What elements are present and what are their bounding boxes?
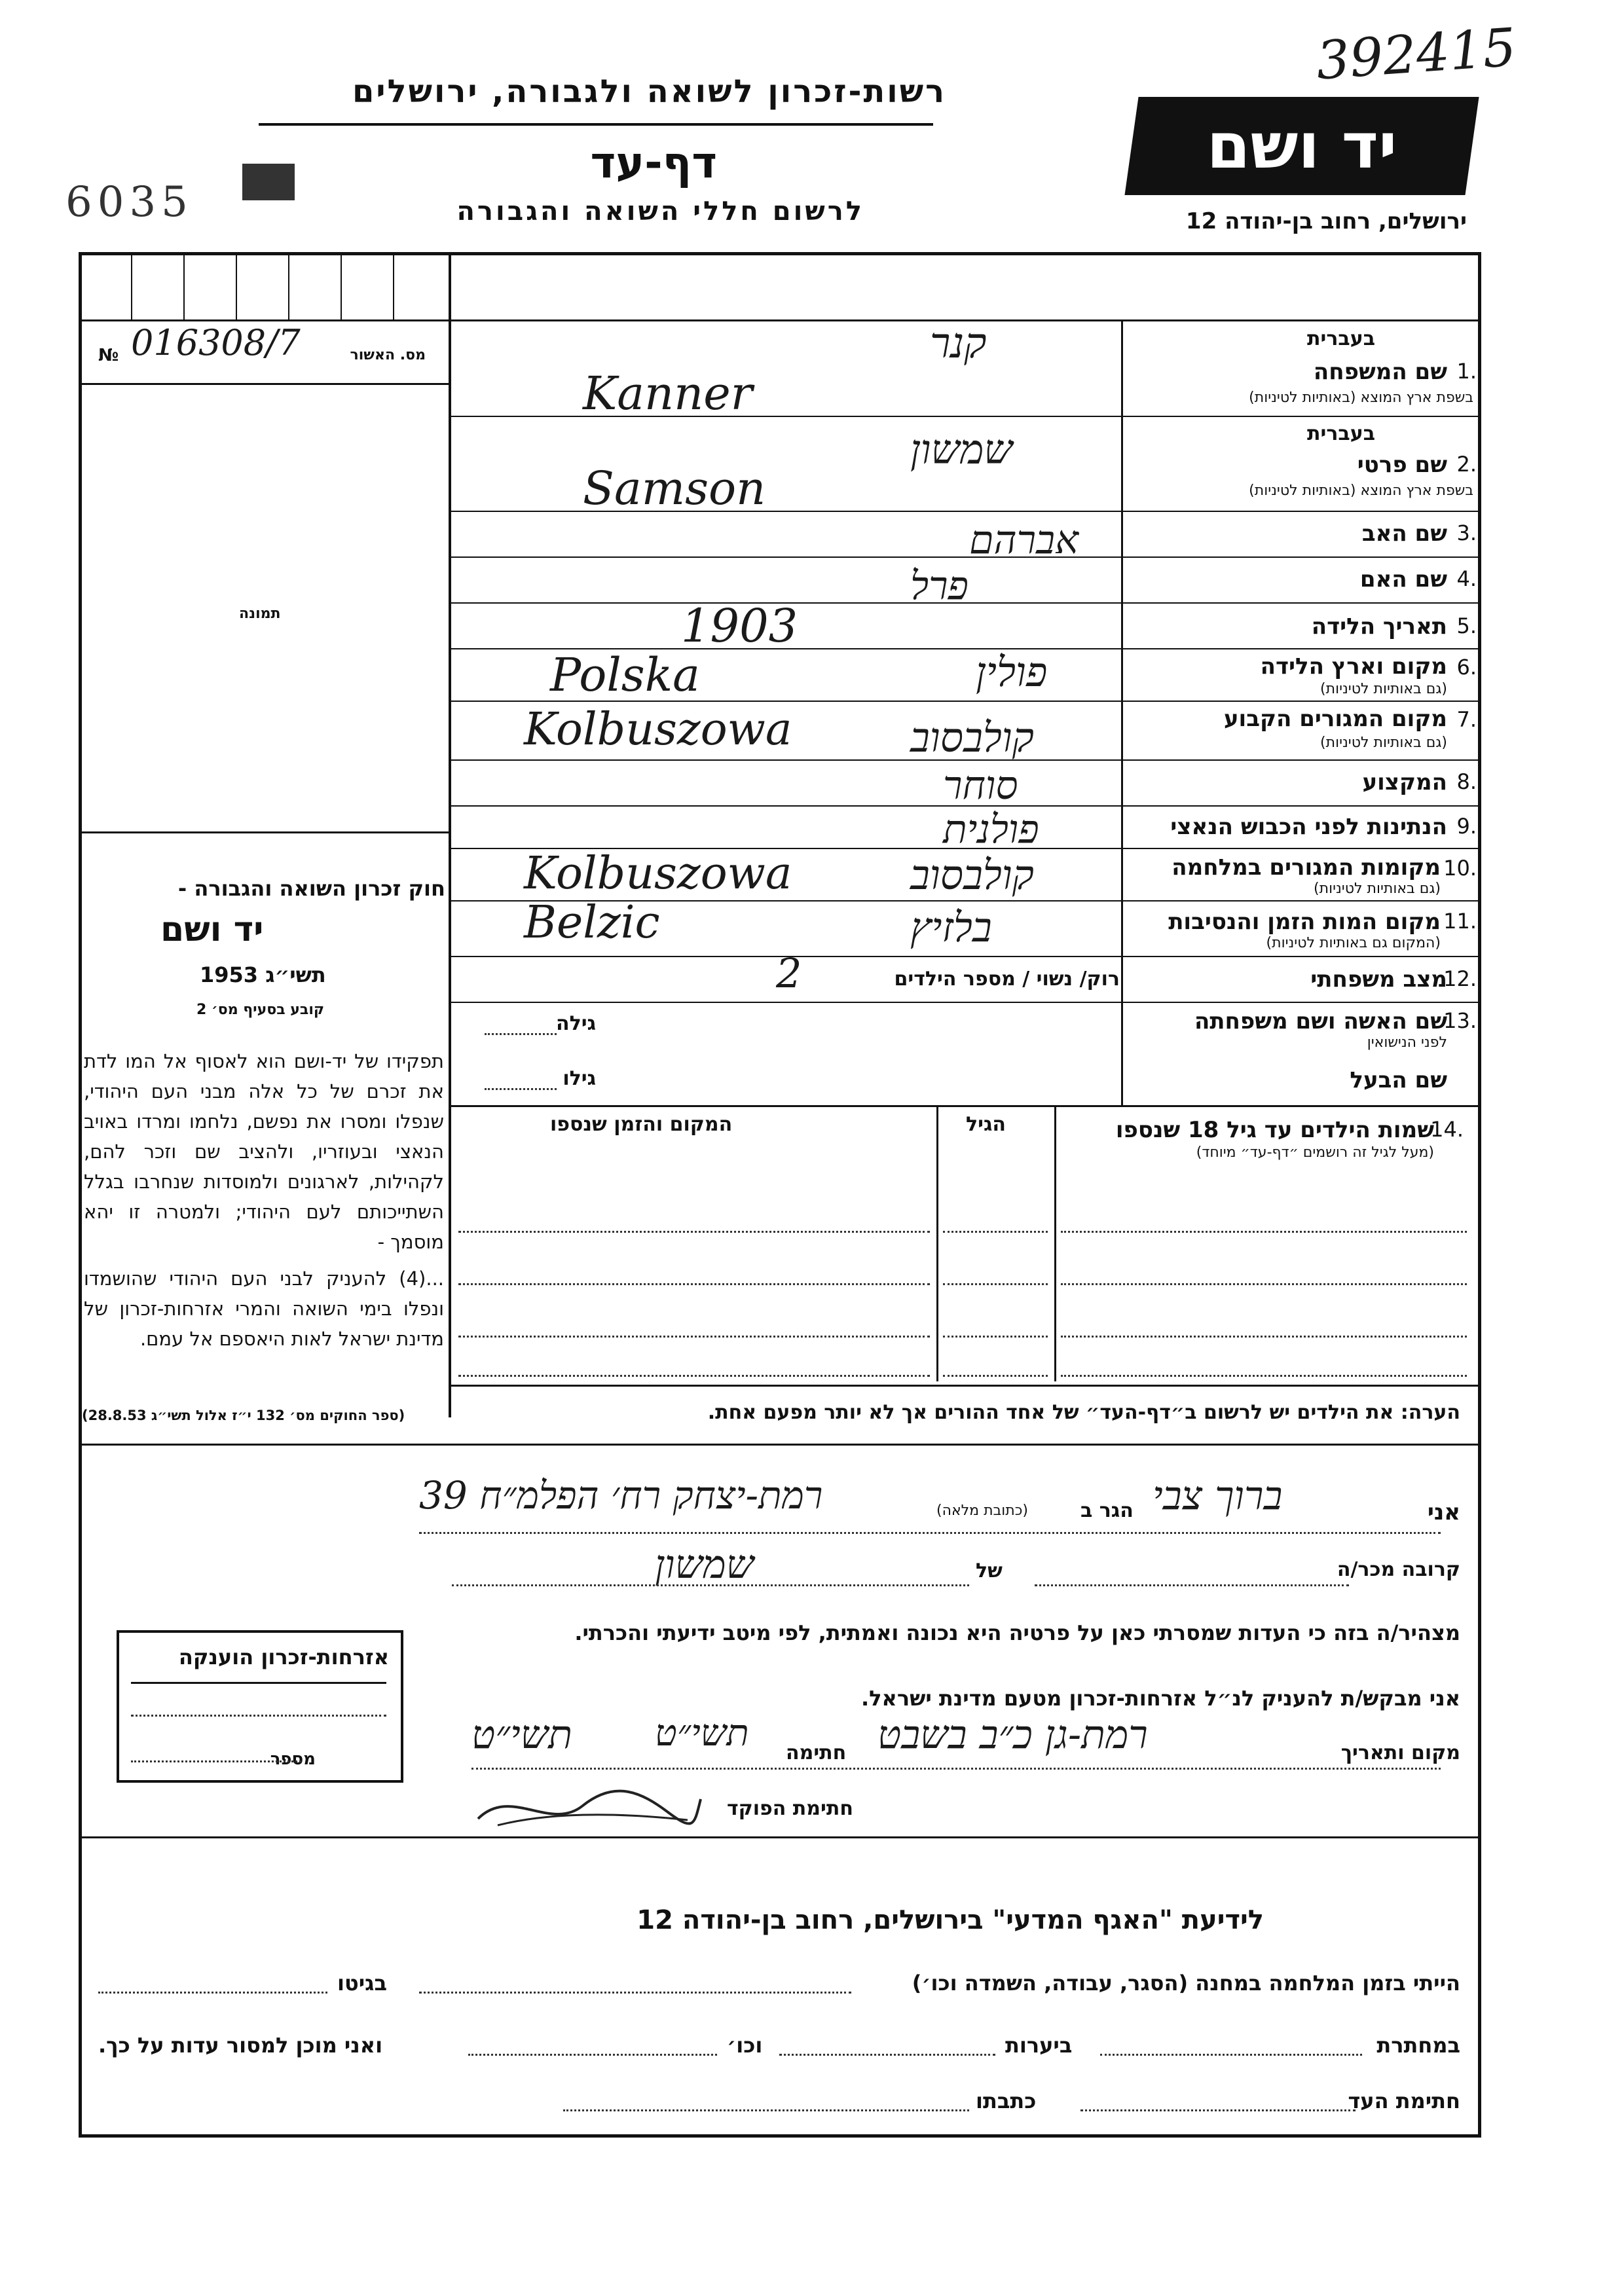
children-col-place: המקום והזמן שנספו (550, 1113, 733, 1136)
decl-request: אני מבקש/ת להעניק לנ״ל אזרחות-זכרון מטעם מדינת ישראל. (861, 1686, 1460, 1711)
row1-value-he: קנר (930, 319, 987, 368)
footer-line2-d: ואני מוכן למסור עדות על כך. (98, 2033, 383, 2058)
row4-value-he: פרל (910, 563, 969, 609)
decl-place-date: רמת-גן כ״ב בשבט (877, 1712, 1148, 1758)
stamp-mark (242, 164, 295, 200)
law-source: (ספר החוקים מס׳ 132 י״ז אלול תשי״ג 28.8.53) (82, 1408, 405, 1423)
note-text: הערה: את הילדים יש לרשום ב״דף-העד״ של אחד ההורים אך לא יותר מפעם אחת. (707, 1401, 1460, 1424)
children-col-age: הגיל (966, 1113, 1006, 1136)
row10-value-lat: Kolbuszowa (524, 848, 792, 900)
decl-address: רמת-יצחק רח׳ הפלמ״ח 39 (419, 1473, 823, 1518)
law-name: יד ושם (160, 910, 264, 949)
row11-sub: (המקום גם באותיות לטיניות) (1266, 935, 1441, 951)
authority-title: רשות-זכרון לשואה ולגבורה, ירושלים (352, 73, 946, 110)
decl-address-hint: (כתובת מלאה) (936, 1503, 1028, 1519)
law-title: חוק זכרון השואה והגבורה - (177, 876, 445, 901)
row2-label: שם פרטי (1357, 452, 1447, 478)
row2-sub: בשפת ארץ המוצא (באותיות לטיניות) (1249, 483, 1473, 499)
husband-label: שם הבעל (1350, 1067, 1447, 1093)
decl-place-date-label: מקום ותאריך (1340, 1741, 1460, 1764)
row3-value-he: אברהם (969, 517, 1079, 563)
decl-resides: הגר ב (1080, 1499, 1134, 1522)
row7-num: 7. (1456, 707, 1477, 732)
law-year: תשי״ג 1953 (200, 962, 326, 987)
footer-line3-b: כתבתו (976, 2088, 1037, 2113)
footer-line2-a: במחתרת (1376, 2033, 1460, 2058)
stamp-number: 6035 (65, 178, 193, 227)
row4-label: שם האם (1359, 566, 1447, 592)
row1-value-lat: Kanner (583, 367, 753, 420)
decl-date-year: תשי״ט (655, 1712, 749, 1755)
row2-hebrew-note: בעברית (1307, 422, 1375, 445)
row8-num: 8. (1456, 769, 1477, 794)
row2-num: 2. (1456, 452, 1477, 477)
left-panel-divider (449, 252, 451, 1417)
row3-num: 3. (1456, 520, 1477, 545)
row6-value-lat: Polska (550, 648, 700, 702)
row14-num: 14. (1430, 1117, 1464, 1142)
permit-mark: № (98, 346, 119, 365)
children-sub: (מעל לגיל זה רושמים ״דף-עד״ מיוחד) (1196, 1144, 1434, 1161)
row8-label: המקצוע (1362, 769, 1447, 795)
row1-hebrew-note: בעברית (1307, 327, 1375, 350)
law-clause: קובע בסעיף מס׳ 2 (196, 1002, 325, 1018)
footer-line1-b: בגיטו (337, 1971, 387, 1995)
photo-label: תמונה (239, 606, 281, 622)
row13-num: 13. (1443, 1008, 1477, 1033)
header-address: ירושלים, רחוב בן-יהודה 12 (1185, 208, 1467, 234)
row11-value-he: בלזיץ (910, 903, 992, 951)
officer-label: חתימת הפוקד (727, 1797, 853, 1820)
row7-label: מקום המגורים הקבוע (1223, 706, 1447, 732)
decl-relation: קרובה מכר/ה (1337, 1558, 1460, 1581)
row13-sub: לפני הנישואין (1367, 1034, 1447, 1051)
footer-line3-a: חתימת העד (1348, 2088, 1460, 2113)
husband-age-label: גילו (563, 1067, 596, 1090)
footer-title: לידיעת "האגף המדעי" בירושלים, רחוב בן-יהודה 12 (637, 1905, 1264, 1935)
row10-num: 10. (1443, 856, 1477, 881)
row13-label: שם האשה ושם משפחתה (1194, 1008, 1447, 1034)
decl-signature-label: חתימה (786, 1741, 847, 1764)
row6-value-he: פולין (976, 648, 1048, 696)
row1-sub: בשפת ארץ המוצא (באותיות לטיניות) (1249, 390, 1473, 406)
footer-line2-c: וכו׳ (727, 2033, 763, 2058)
yad-vashem-logo (1124, 97, 1479, 195)
decl-witness-name: ברוך צבי (1153, 1473, 1283, 1519)
header-rule (259, 123, 933, 126)
form-subtitle: לרשום חללי השואה והגבורה (456, 196, 864, 227)
footer-line1-a: הייתי בזמן המלחמה במחנה (הסגר, עבודה, השמדה וכו׳) (912, 1971, 1460, 1995)
row6-label: מקום וארץ הלידה (1260, 653, 1447, 680)
footer-line2-b: ביערות (1005, 2033, 1073, 2058)
wife-age-label: גילה (556, 1012, 596, 1035)
row12-num: 12. (1443, 966, 1477, 991)
row12-label: מצב משפחתי (1310, 966, 1447, 993)
permit-number: 016308/7 (131, 322, 301, 363)
label-column-divider (1121, 319, 1123, 1105)
officer-signature (471, 1779, 707, 1838)
children-label: שמות הילדים עד גיל 18 שנספו (1115, 1117, 1434, 1143)
frame-right (1478, 252, 1481, 2138)
handwritten-top-number: 392415 (1314, 16, 1519, 92)
row6-sub: (גם באותיות לטיניות) (1320, 681, 1447, 697)
decl-of: של (976, 1559, 1003, 1582)
row5-label: תאריך הלידה (1311, 613, 1447, 640)
row2-value-lat: Samson (583, 462, 766, 515)
frame-bottom (79, 2134, 1481, 2138)
row11-value-lat: Belzic (524, 897, 660, 949)
row11-num: 11. (1443, 909, 1477, 934)
row10-sub: (גם באותיות לטיניות) (1314, 881, 1441, 897)
row9-label: הנתינות לפני הכבוש הנאצי (1170, 814, 1447, 840)
row5-num: 5. (1456, 613, 1477, 638)
frame-left (79, 252, 82, 2138)
permit-label: מס. האשור (350, 347, 426, 363)
row1-num: 1. (1456, 359, 1477, 384)
citizenship-number-label: מספר (270, 1749, 316, 1769)
law-text-1: תפקידו של יד-ושם הוא לאסוף אל המו לדת את זכרם של כל אלה מבני העם היהודי, שנפלו ומסרו את נפשם, נלחמו ומרדו באויב הנאצי ובעוזריו, ולהציב שם וזכר להם, לקהילות, לארגונים ולמוסדות שנחרבו בגלל השתייכותם לעם היהודי; ולמטרה זו יהא מוסמך - (84, 1050, 444, 1253)
law-text-2: ...(4) להעניק לבני העם היהודי שהושמדו ונפלו בימי השואה והמרי אזרחות-זכרון של מדינת ישראל לאות היאספם אל עמם. (84, 1267, 444, 1350)
decl-ani: אני (1427, 1499, 1460, 1525)
citizenship-box (117, 1630, 403, 1783)
decl-of-value: שמשון (655, 1542, 754, 1588)
row5-value: 1903 (681, 599, 798, 653)
frame-row-top (79, 319, 1481, 321)
row2-value-he: שמשון (910, 426, 1013, 473)
row4-num: 4. (1456, 566, 1477, 591)
row10-value-he: קולבסוב (910, 851, 1034, 899)
row1-label: שם המשפחה (1313, 359, 1447, 385)
logo-text: יד ושם (1206, 109, 1397, 183)
row12-children: 2 (776, 949, 802, 997)
row6-num: 6. (1456, 655, 1477, 680)
row7-value-he: קולבסוב (910, 714, 1034, 761)
row9-value-he: פולנית (943, 807, 1039, 852)
decl-date-hand: תשי״ט (471, 1712, 572, 1758)
row9-num: 9. (1456, 814, 1477, 839)
row7-sub: (גם באותיות לטיניות) (1320, 735, 1447, 751)
row3-label: שם האב (1361, 520, 1447, 547)
row11-label: מקום המות הזמן והנסיבות (1168, 909, 1441, 935)
row8-value-he: סוחר (943, 763, 1018, 809)
row12-form-text: רוק/ נשוי / מספר הילדים (894, 968, 1120, 991)
form-title: דף-עד (590, 137, 717, 188)
decl-statement: מצהיר/ה בזה כי העדות שמסרתי כאן על פרטיה היא נכונה ואמתית, לפי מיטב ידיעתי והכרתי. (574, 1620, 1460, 1645)
row10-label: מקומות המגורים במלחמה (1172, 854, 1441, 881)
citizenship-title: אזרחות-זכרון הוענקה (178, 1645, 389, 1669)
row7-value-lat: Kolbuszowa (524, 704, 792, 756)
